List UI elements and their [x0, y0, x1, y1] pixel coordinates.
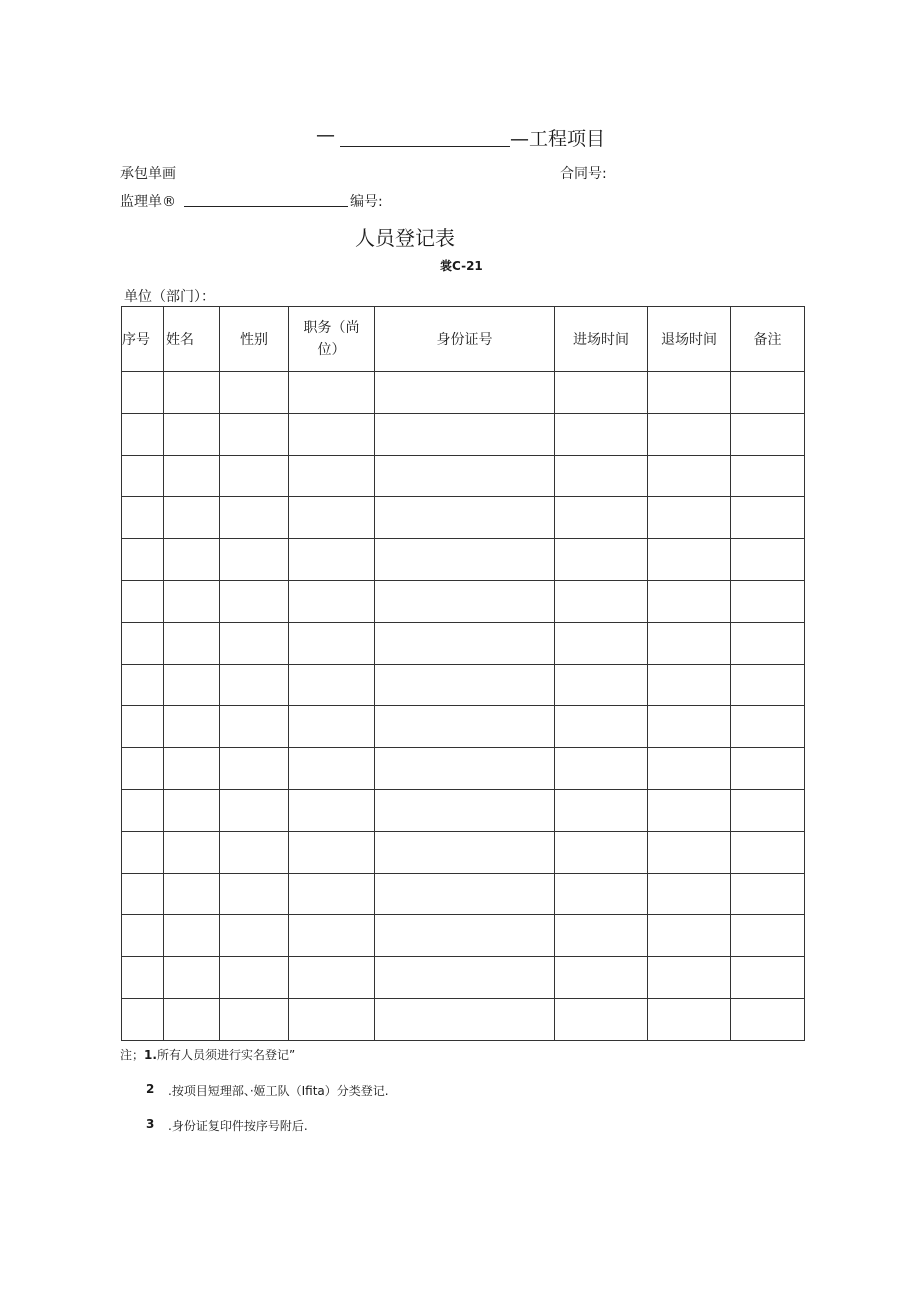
cell-gender[interactable]	[220, 915, 289, 957]
supervisor-blank-line	[184, 206, 348, 207]
cell-gender[interactable]	[220, 664, 289, 706]
cell-gender[interactable]	[220, 998, 289, 1040]
header-serial: 序号	[122, 307, 164, 372]
cell-id-number[interactable]	[375, 915, 555, 957]
cell-serial[interactable]	[122, 706, 164, 748]
table-row	[122, 413, 805, 455]
note-prefix: 注；	[120, 1048, 145, 1062]
cell-id-number[interactable]	[375, 957, 555, 999]
cell-id-number[interactable]	[375, 831, 555, 873]
cell-serial[interactable]	[122, 497, 164, 539]
table-row	[122, 580, 805, 622]
table-header-row	[122, 307, 805, 372]
cell-remarks[interactable]	[731, 748, 805, 790]
cell-id-number[interactable]	[375, 998, 555, 1040]
contract-number-label: 合同号:	[560, 166, 607, 182]
cell-role[interactable]	[289, 873, 375, 915]
cell-remarks[interactable]	[731, 622, 805, 664]
cell-id-number[interactable]	[375, 748, 555, 790]
cell-entry-time[interactable]	[555, 580, 648, 622]
table-row	[122, 748, 805, 790]
cell-remarks[interactable]	[731, 580, 805, 622]
cell-entry-time[interactable]	[555, 664, 648, 706]
cell-role[interactable]	[289, 539, 375, 581]
table-row	[122, 497, 805, 539]
note-item-1-text: 所有人员须进行实名登记”	[156, 1048, 296, 1062]
cell-serial[interactable]	[122, 372, 164, 414]
cell-role[interactable]	[289, 664, 375, 706]
cell-name[interactable]	[164, 455, 220, 497]
cell-remarks[interactable]	[731, 497, 805, 539]
table-row	[122, 539, 805, 581]
cell-remarks[interactable]	[731, 413, 805, 455]
project-title-prefix: —	[316, 124, 335, 146]
cell-exit-time[interactable]	[648, 539, 731, 581]
note-item-2-text: .按项目短理部、·姬工队（Ifita）分类登记.	[168, 1084, 389, 1098]
cell-id-number[interactable]	[375, 455, 555, 497]
cell-serial[interactable]	[122, 873, 164, 915]
cell-remarks[interactable]	[731, 873, 805, 915]
supervisor-label: 监理单®	[120, 194, 176, 210]
header-name: 姓名	[164, 307, 220, 372]
cell-serial[interactable]	[122, 622, 164, 664]
cell-gender[interactable]	[220, 957, 289, 999]
cell-gender[interactable]	[220, 831, 289, 873]
cell-remarks[interactable]	[731, 706, 805, 748]
cell-id-number[interactable]	[375, 580, 555, 622]
cell-role[interactable]	[289, 748, 375, 790]
cell-name[interactable]	[164, 957, 220, 999]
header-role-line1: 职务（尚	[303, 320, 360, 336]
department-label: 单位（部门）：	[124, 289, 215, 305]
cell-id-number[interactable]	[375, 497, 555, 539]
table-row	[122, 372, 805, 414]
form-title: 人员登记表	[355, 226, 455, 250]
cell-name[interactable]	[164, 413, 220, 455]
cell-gender[interactable]	[220, 497, 289, 539]
cell-entry-time[interactable]	[555, 748, 648, 790]
cell-remarks[interactable]	[731, 539, 805, 581]
cell-role[interactable]	[289, 831, 375, 873]
cell-entry-time[interactable]	[555, 873, 648, 915]
cell-remarks[interactable]	[731, 455, 805, 497]
cell-exit-time[interactable]	[648, 957, 731, 999]
cell-serial[interactable]	[122, 455, 164, 497]
cell-name[interactable]	[164, 789, 220, 831]
cell-serial[interactable]	[122, 789, 164, 831]
cell-role[interactable]	[289, 915, 375, 957]
cell-serial[interactable]	[122, 413, 164, 455]
cell-remarks[interactable]	[731, 372, 805, 414]
header-entry-time: 进场时间	[555, 307, 648, 372]
cell-name[interactable]	[164, 998, 220, 1040]
cell-entry-time[interactable]	[555, 539, 648, 581]
cell-remarks[interactable]	[731, 831, 805, 873]
cell-exit-time[interactable]	[648, 915, 731, 957]
cell-id-number[interactable]	[375, 789, 555, 831]
cell-role[interactable]	[289, 957, 375, 999]
cell-entry-time[interactable]	[555, 622, 648, 664]
table-row	[122, 873, 805, 915]
cell-entry-time[interactable]	[555, 497, 648, 539]
cell-remarks[interactable]	[731, 664, 805, 706]
cell-id-number[interactable]	[375, 539, 555, 581]
cell-exit-time[interactable]	[648, 706, 731, 748]
cell-serial[interactable]	[122, 539, 164, 581]
cell-entry-time[interactable]	[555, 413, 648, 455]
cell-exit-time[interactable]	[648, 455, 731, 497]
serial-number-label: 编号:	[350, 194, 383, 210]
cell-gender[interactable]	[220, 706, 289, 748]
cell-role[interactable]	[289, 580, 375, 622]
cell-id-number[interactable]	[375, 413, 555, 455]
cell-gender[interactable]	[220, 455, 289, 497]
note-item-2-number: 2	[146, 1082, 155, 1096]
cell-role[interactable]	[289, 622, 375, 664]
table-row	[122, 831, 805, 873]
form-code: 裳C-21	[440, 259, 483, 273]
table-row	[122, 915, 805, 957]
header-role	[289, 307, 375, 372]
cell-serial[interactable]	[122, 580, 164, 622]
cell-role[interactable]	[289, 497, 375, 539]
cell-remarks[interactable]	[731, 998, 805, 1040]
table-row	[122, 622, 805, 664]
cell-id-number[interactable]	[375, 372, 555, 414]
cell-gender[interactable]	[220, 372, 289, 414]
cell-exit-time[interactable]	[648, 831, 731, 873]
note-item-1	[120, 1046, 295, 1063]
cell-exit-time[interactable]	[648, 413, 731, 455]
cell-exit-time[interactable]	[648, 748, 731, 790]
cell-name[interactable]	[164, 915, 220, 957]
note-item-3-text: .身份证复印件按序号附后.	[168, 1119, 308, 1133]
cell-entry-time[interactable]	[555, 998, 648, 1040]
cell-name[interactable]	[164, 580, 220, 622]
cell-name[interactable]	[164, 372, 220, 414]
table-row	[122, 789, 805, 831]
table-row	[122, 706, 805, 748]
cell-entry-time[interactable]	[555, 372, 648, 414]
cell-name[interactable]	[164, 622, 220, 664]
cell-gender[interactable]	[220, 789, 289, 831]
header-remarks: 备注	[731, 307, 805, 372]
cell-name[interactable]	[164, 497, 220, 539]
cell-gender[interactable]	[220, 413, 289, 455]
cell-id-number[interactable]	[375, 622, 555, 664]
cell-exit-time[interactable]	[648, 372, 731, 414]
cell-entry-time[interactable]	[555, 831, 648, 873]
header-id-number: 身份证号	[375, 307, 555, 372]
cell-serial[interactable]	[122, 915, 164, 957]
cell-name[interactable]	[164, 664, 220, 706]
header-role-line2: 位）	[317, 342, 346, 358]
cell-name[interactable]	[164, 539, 220, 581]
project-title-suffix: —工程项目	[510, 128, 606, 150]
cell-serial[interactable]	[122, 664, 164, 706]
contractor-label: 承包单画	[120, 166, 176, 182]
cell-role[interactable]	[289, 372, 375, 414]
cell-remarks[interactable]	[731, 789, 805, 831]
cell-serial[interactable]	[122, 998, 164, 1040]
cell-name[interactable]	[164, 748, 220, 790]
header-exit-time: 退场时间	[648, 307, 731, 372]
cell-id-number[interactable]	[375, 664, 555, 706]
cell-role[interactable]	[289, 998, 375, 1040]
cell-remarks[interactable]	[731, 957, 805, 999]
cell-serial[interactable]	[122, 831, 164, 873]
cell-exit-time[interactable]	[648, 497, 731, 539]
cell-id-number[interactable]	[375, 873, 555, 915]
cell-entry-time[interactable]	[555, 915, 648, 957]
cell-serial[interactable]	[122, 957, 164, 999]
personnel-registration-table	[121, 306, 805, 1041]
project-name-blank-line	[340, 146, 510, 147]
cell-role[interactable]	[289, 789, 375, 831]
cell-entry-time[interactable]	[555, 957, 648, 999]
header-gender: 性别	[220, 307, 289, 372]
cell-serial[interactable]	[122, 748, 164, 790]
cell-gender[interactable]	[220, 622, 289, 664]
cell-name[interactable]	[164, 873, 220, 915]
table-row	[122, 664, 805, 706]
cell-role[interactable]	[289, 455, 375, 497]
cell-entry-time[interactable]	[555, 706, 648, 748]
note-item-1-number: 1.	[144, 1048, 157, 1062]
cell-name[interactable]	[164, 831, 220, 873]
cell-gender[interactable]	[220, 539, 289, 581]
cell-role[interactable]	[289, 706, 375, 748]
cell-exit-time[interactable]	[648, 998, 731, 1040]
cell-exit-time[interactable]	[648, 622, 731, 664]
table-row	[122, 455, 805, 497]
cell-entry-time[interactable]	[555, 789, 648, 831]
table-row	[122, 957, 805, 999]
cell-name[interactable]	[164, 706, 220, 748]
cell-exit-time[interactable]	[648, 664, 731, 706]
table-body	[122, 372, 805, 1041]
cell-remarks[interactable]	[731, 915, 805, 957]
cell-exit-time[interactable]	[648, 873, 731, 915]
cell-gender[interactable]	[220, 873, 289, 915]
cell-entry-time[interactable]	[555, 455, 648, 497]
cell-id-number[interactable]	[375, 706, 555, 748]
cell-exit-time[interactable]	[648, 580, 731, 622]
cell-exit-time[interactable]	[648, 789, 731, 831]
table-row	[122, 998, 805, 1040]
cell-role[interactable]	[289, 413, 375, 455]
cell-gender[interactable]	[220, 748, 289, 790]
note-item-3-number: 3	[146, 1117, 155, 1131]
cell-gender[interactable]	[220, 580, 289, 622]
